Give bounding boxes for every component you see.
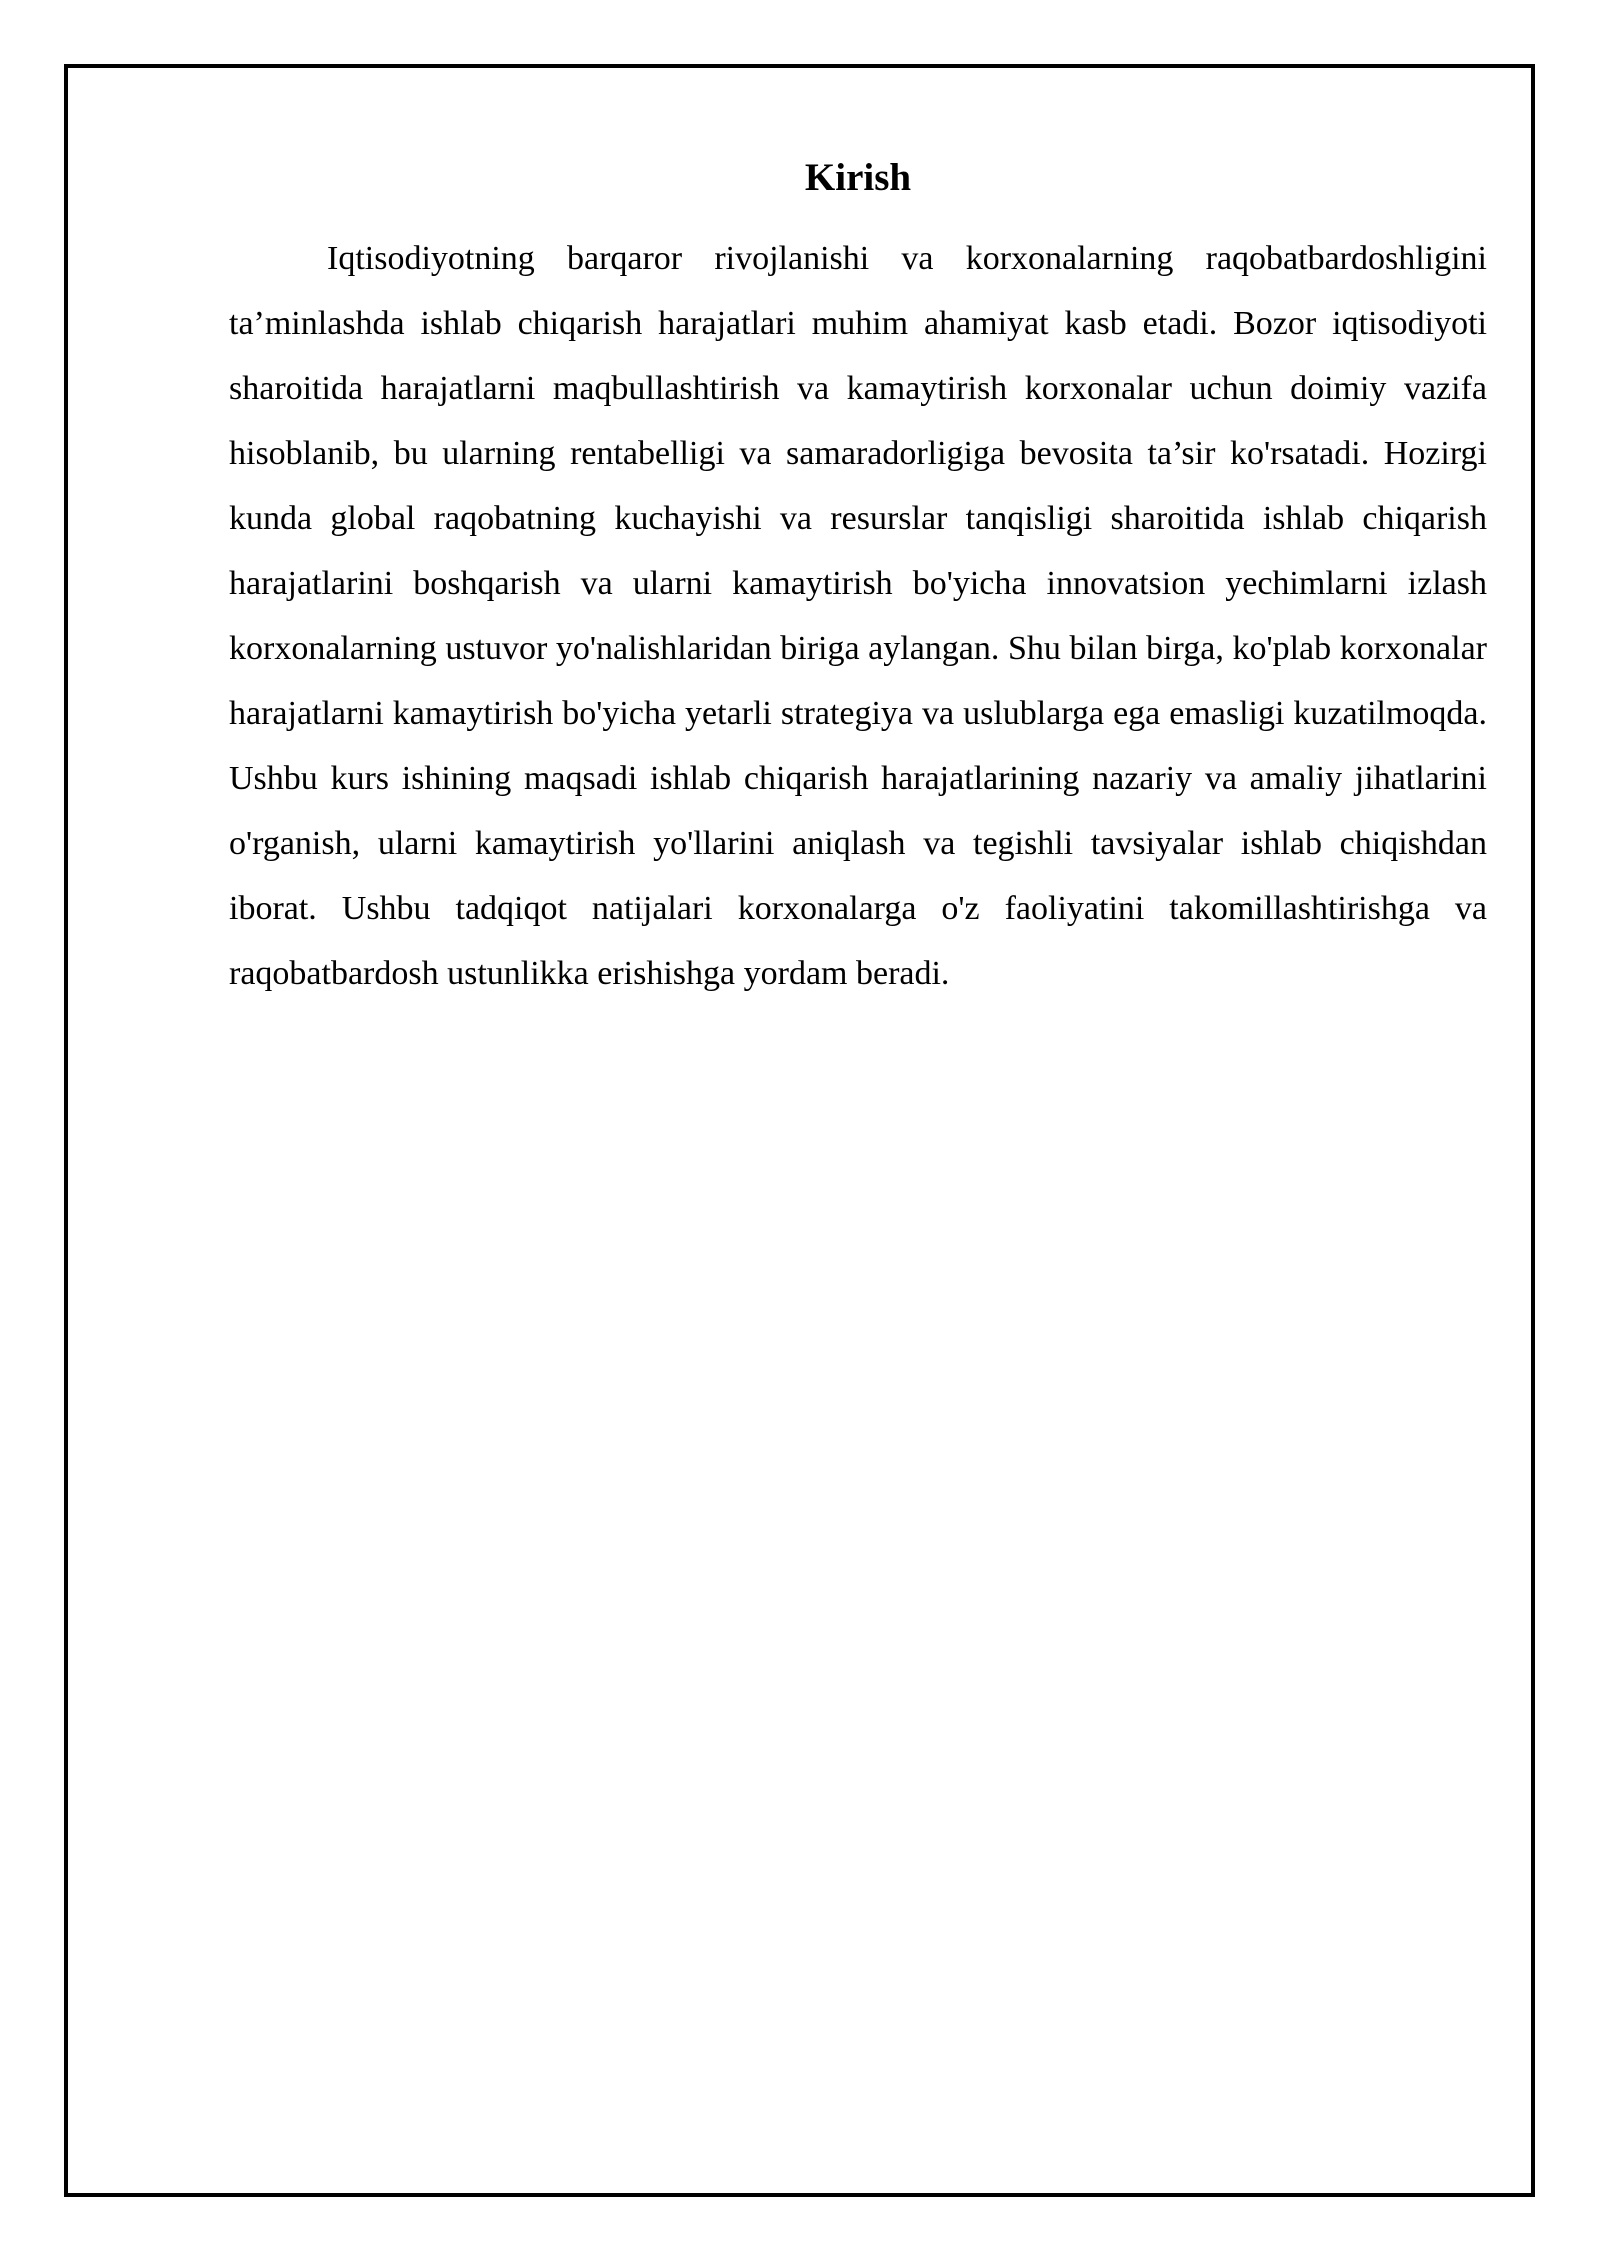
document-body <box>229 148 1487 1006</box>
section-heading: Kirish <box>804 156 912 199</box>
intro-paragraph: Iqtisodiyotning barqaror rivojlanishi va korxonalarning raqobatbardoshligini ta’minlashda ishlab chiqarish harajatlari muhim ahamiyat kasb etadi. Bozor iqtisodiyoti sharoitida harajatlarni maqbullashtirish va kamaytirish korxonalar uchun doimiy vazifa hisoblanib, bu ularning rentabelligi va samaradorligiga bevosita ta’sir ko'rsatadi. Hozirgi kunda global raqobatning kuchayishi va resurslar tanqisligi sharoitida ishlab chiqarish harajatlarini boshqarish va ularni kamaytirish bo'yicha innovatsion yechimlarni izlash korxonalarning ustuvor yo'nalishlaridan biriga aylangan. Shu bilan birga, ko'plab korxonalar harajatlarni kamaytirish bo'yicha yetarli strategiya va uslublarga ega emasligi kuzatilmoqda. Ushbu kurs ishining maqsadi ishlab chiqarish harajatlarining nazariy va amaliy jihatlarini o'rganish, ularni kamaytirish yo'llarini aniqlash va tegishli tavsiyalar ishlab chiqishdan iborat. Ushbu tadqiqot natijalari korxonalarga o'z faoliyatini takomillashtirishga va raqobatbardosh ustunlikka erishishga yordam beradi. <box>229 240 1487 992</box>
